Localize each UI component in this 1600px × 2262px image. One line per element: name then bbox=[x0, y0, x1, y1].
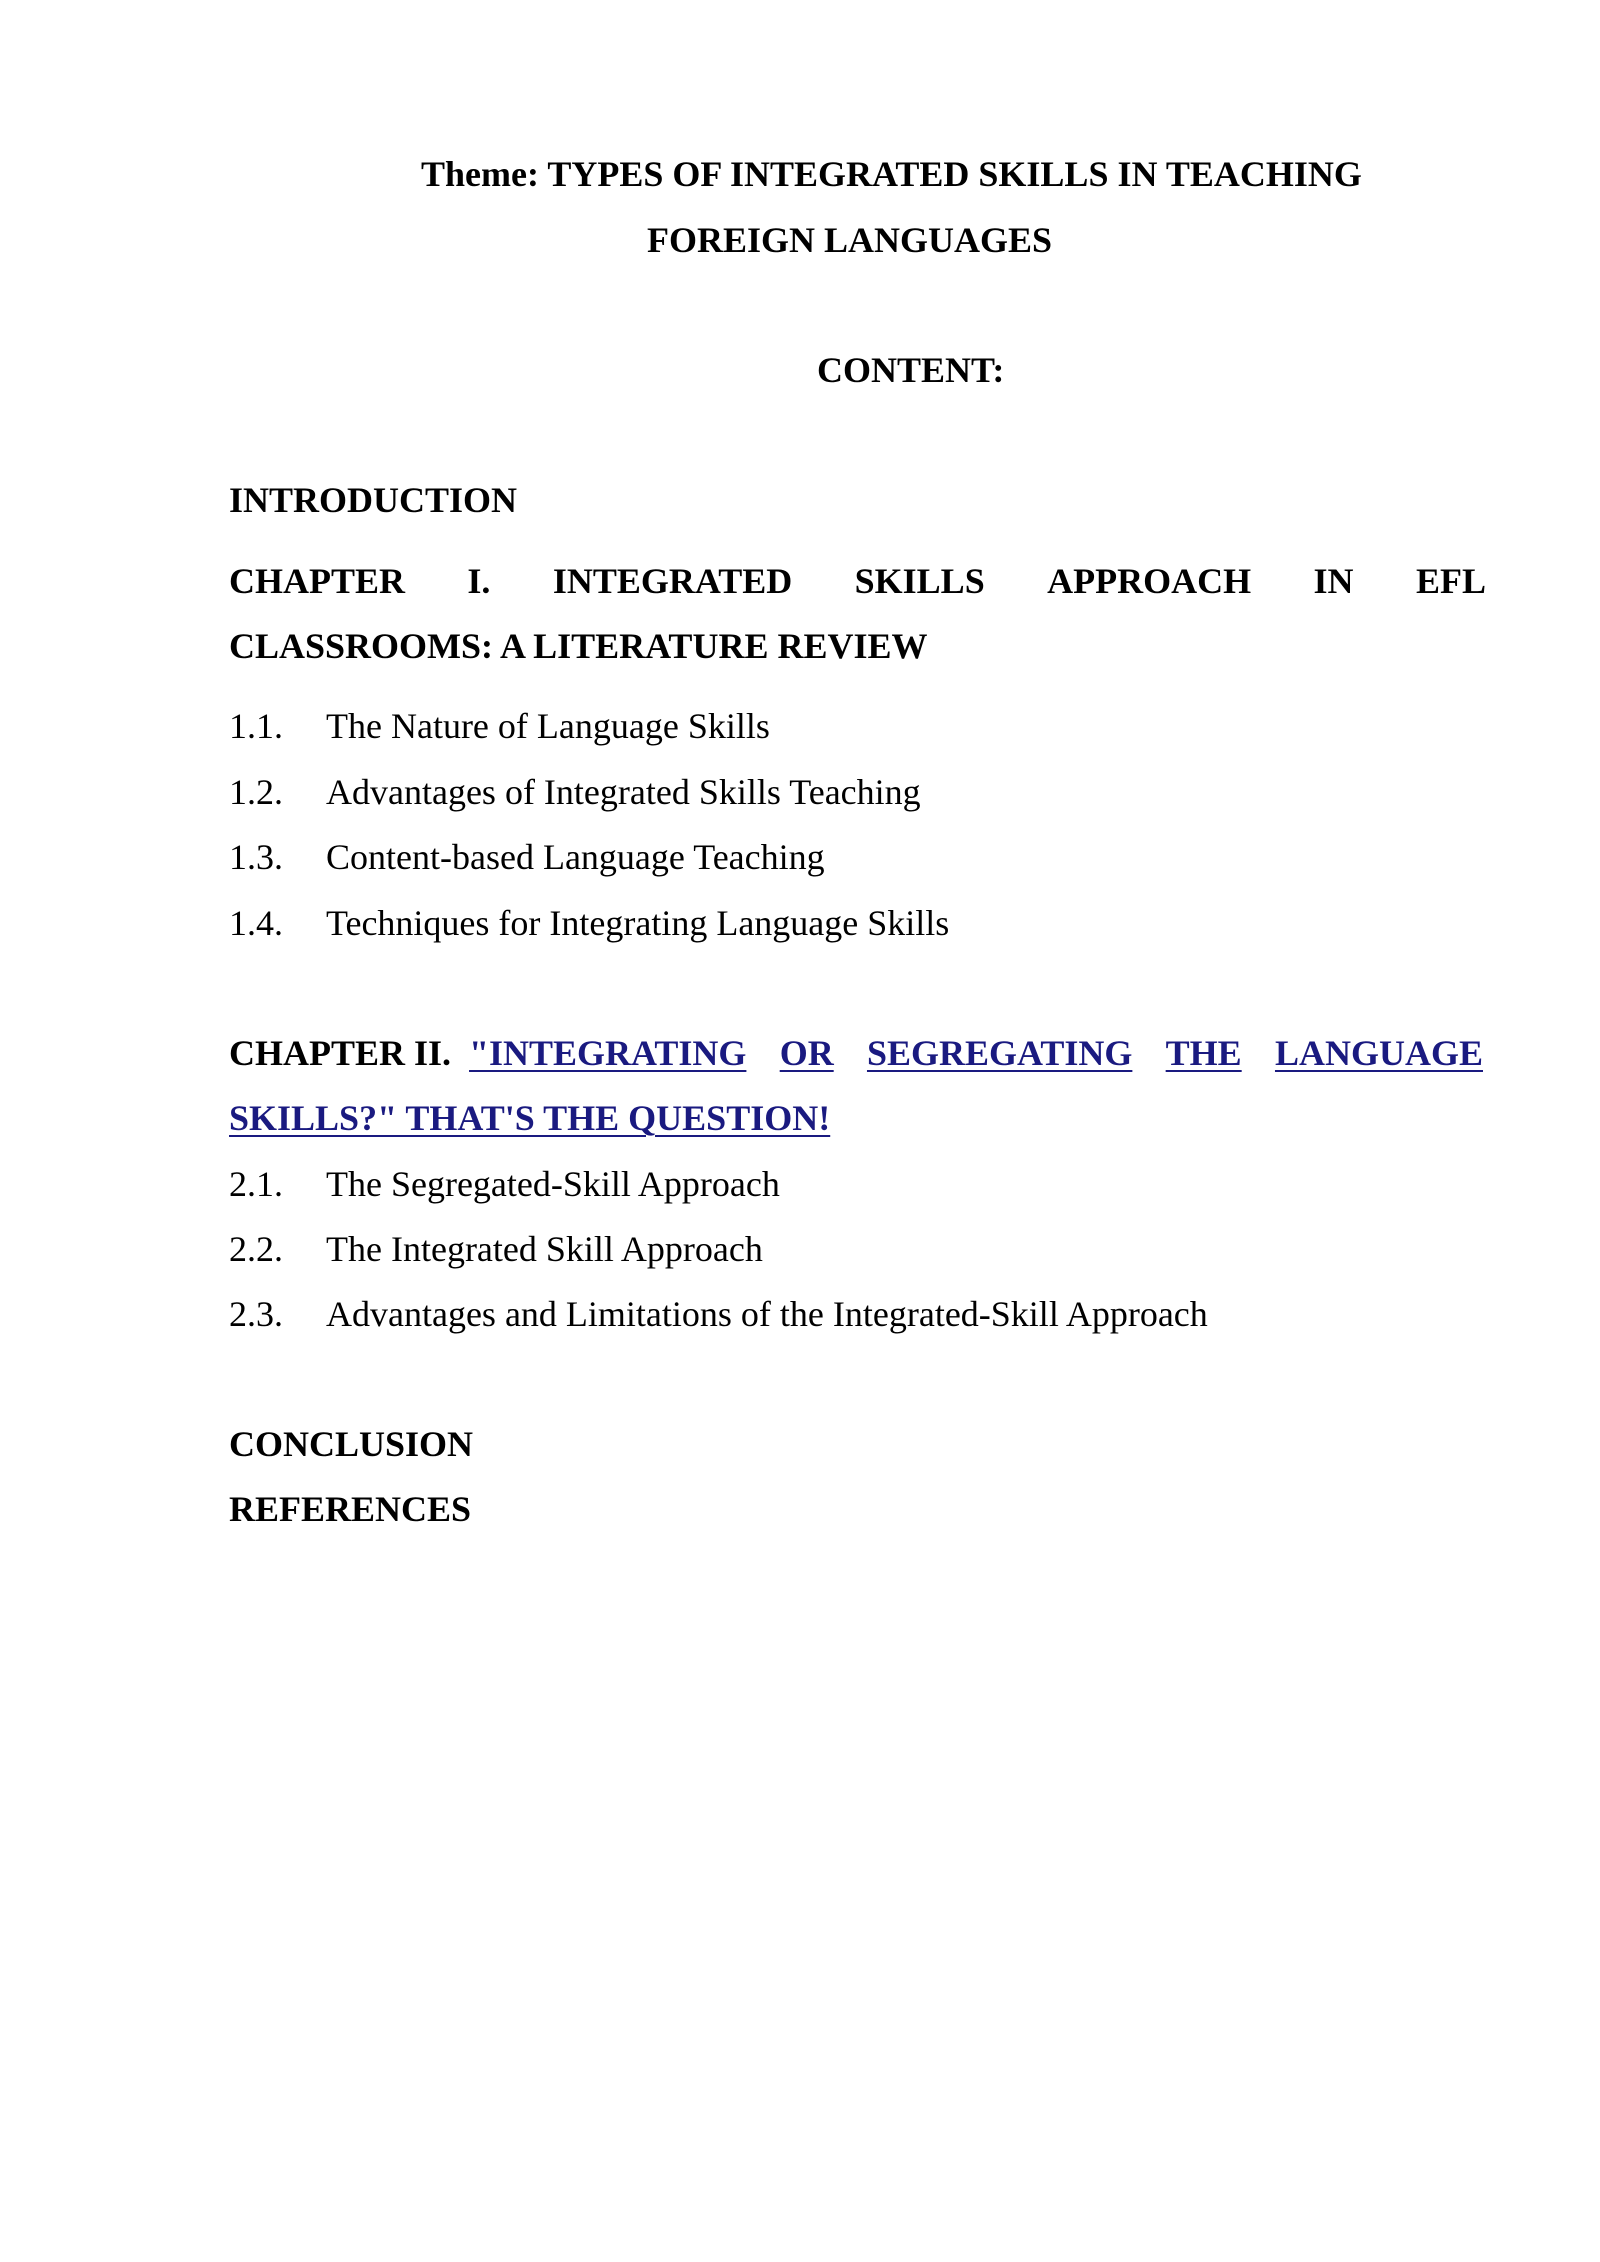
chapter1-heading-line2: CLASSROOMS: A LITERATURE REVIEW bbox=[229, 626, 928, 666]
chapter1-word: INTEGRATED bbox=[552, 561, 793, 601]
document-title-line1: Theme: TYPES OF INTEGRATED SKILLS IN TEACHING bbox=[421, 154, 1362, 194]
chapter1-word: CHAPTER bbox=[229, 561, 406, 601]
toc-item-number: 2.1. bbox=[229, 1164, 283, 1204]
toc-item bbox=[229, 835, 825, 879]
chapter2-title-link-line2[interactable]: SKILLS?" THAT'S THE QUESTION! bbox=[229, 1098, 831, 1138]
chapter2-prefix: CHAPTER II. bbox=[229, 1033, 452, 1073]
toc-item-text: Content-based Language Teaching bbox=[326, 837, 825, 877]
toc-item-text: Techniques for Integrating Language Skills bbox=[326, 903, 950, 943]
toc-item-number: 1.2. bbox=[229, 772, 283, 812]
chapter2-link-word: SEGREGATING bbox=[866, 1033, 1133, 1073]
toc-introduction: INTRODUCTION bbox=[229, 480, 518, 520]
toc-references: REFERENCES bbox=[229, 1489, 472, 1529]
chapter1-word: EFL bbox=[1415, 561, 1486, 601]
chapter2-link-word: THE bbox=[1165, 1033, 1242, 1073]
chapter1-word: I. bbox=[467, 561, 491, 601]
toc-item bbox=[229, 770, 921, 814]
toc-item bbox=[229, 1162, 780, 1206]
content-heading: CONTENT: bbox=[817, 350, 1005, 390]
chapter1-word: SKILLS bbox=[854, 561, 985, 601]
chapter2-link-word: "INTEGRATING bbox=[469, 1033, 747, 1073]
toc-item-text: Advantages of Integrated Skills Teaching bbox=[326, 772, 921, 812]
document-title-line2: FOREIGN LANGUAGES bbox=[647, 220, 1053, 260]
toc-item-text: The Nature of Language Skills bbox=[326, 706, 770, 746]
toc-item bbox=[229, 901, 949, 945]
chapter1-word: APPROACH bbox=[1047, 561, 1252, 601]
chapter2-title-link[interactable] bbox=[469, 1031, 1483, 1075]
toc-item-number: 2.2. bbox=[229, 1229, 283, 1269]
toc-item bbox=[229, 1292, 1208, 1336]
chapter1-heading-line1 bbox=[229, 559, 1486, 603]
toc-item-number: 1.3. bbox=[229, 837, 283, 877]
toc-item-number: 1.1. bbox=[229, 706, 283, 746]
chapter2-link-word: OR bbox=[779, 1033, 834, 1073]
toc-item bbox=[229, 704, 770, 748]
toc-item bbox=[229, 1227, 763, 1271]
toc-item-text: The Integrated Skill Approach bbox=[326, 1229, 763, 1269]
chapter2-heading-line1 bbox=[229, 1031, 1483, 1075]
toc-item-number: 1.4. bbox=[229, 903, 283, 943]
toc-conclusion: CONCLUSION bbox=[229, 1424, 474, 1464]
toc-item-number: 2.3. bbox=[229, 1294, 283, 1334]
chapter1-word: IN bbox=[1313, 561, 1354, 601]
toc-item-text: Advantages and Limitations of the Integrated-Skill Approach bbox=[326, 1294, 1208, 1334]
chapter2-link-word: LANGUAGE bbox=[1274, 1033, 1483, 1073]
toc-item-text: The Segregated-Skill Approach bbox=[326, 1164, 780, 1204]
